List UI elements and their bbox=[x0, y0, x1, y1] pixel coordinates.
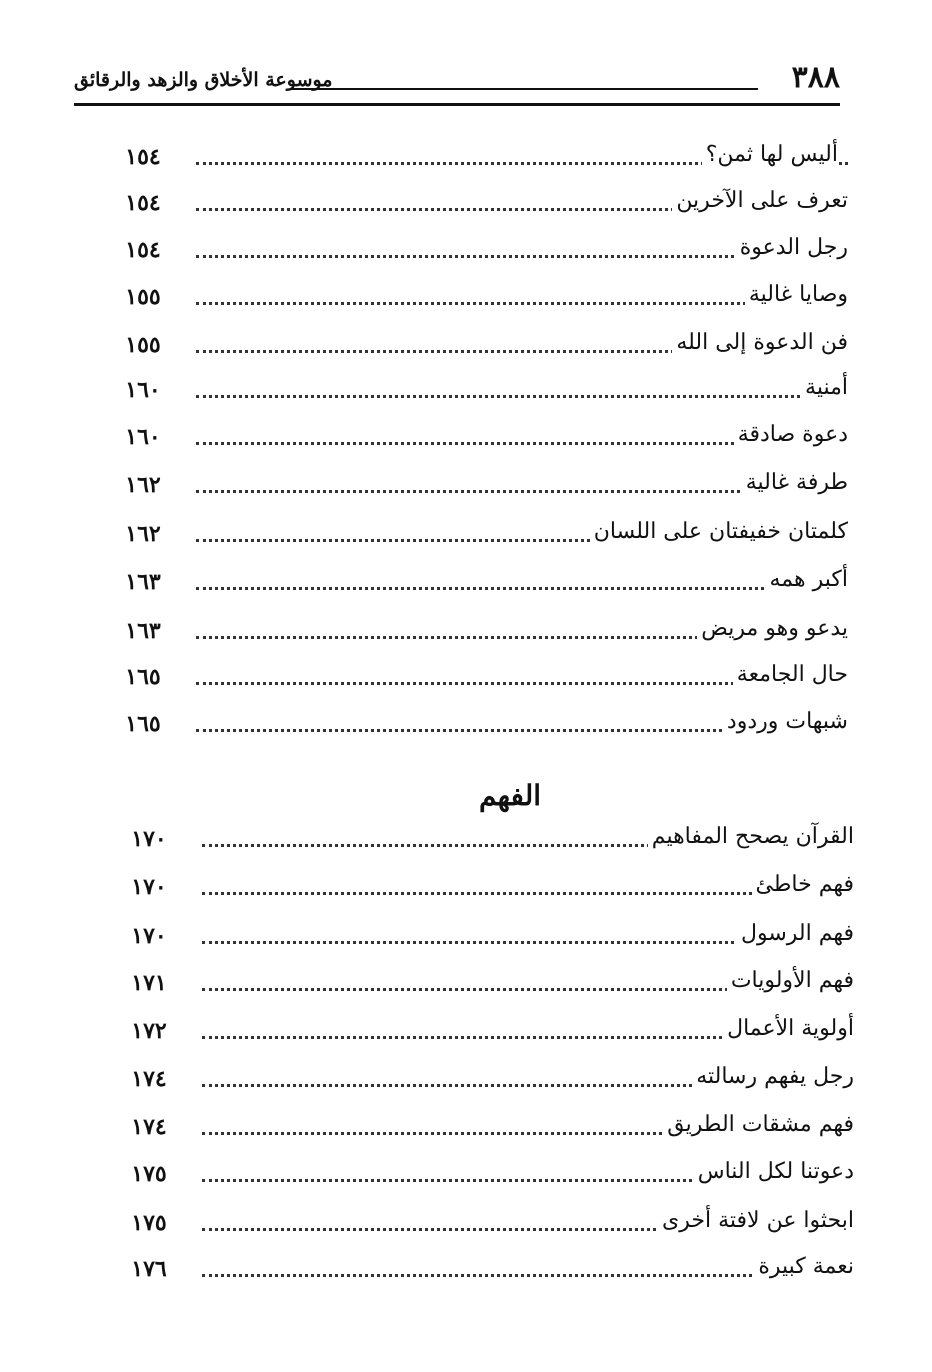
leader-dots bbox=[196, 587, 848, 590]
toc-entry-page: ١٧٠ bbox=[131, 826, 167, 852]
toc-entry-page: ١٧١ bbox=[131, 970, 167, 996]
toc-entry-page: ١٦٥ bbox=[125, 711, 161, 737]
toc-entry-title: رجل يفهم رسالته bbox=[692, 1058, 854, 1096]
toc-row[interactable] bbox=[118, 464, 848, 504]
toc-entry-page: ١٦٣ bbox=[125, 618, 161, 644]
toc-entry-page: ١٦٠ bbox=[125, 424, 161, 450]
toc-entry-title: رجل الدعوة bbox=[736, 229, 848, 267]
toc-row[interactable] bbox=[118, 182, 848, 222]
toc-entry-page: ١٦٥ bbox=[125, 664, 161, 690]
header-page-number: ٣٨٨ bbox=[791, 60, 840, 95]
toc-row[interactable] bbox=[124, 866, 854, 906]
toc-row[interactable] bbox=[118, 369, 848, 409]
toc-entry-page: ١٥٤ bbox=[125, 144, 161, 170]
toc-entry-title: أليس لها ثمن؟ bbox=[702, 136, 838, 174]
toc-row[interactable] bbox=[124, 818, 854, 858]
toc-row[interactable] bbox=[118, 229, 848, 269]
toc-entry-title: فهم الأولويات bbox=[727, 962, 854, 1000]
toc-row[interactable] bbox=[124, 962, 854, 1002]
toc-entry-title: شبهات وردود bbox=[723, 703, 848, 741]
toc-entry-page: ١٦٢ bbox=[125, 472, 161, 498]
toc-entry-title: فهم خاطئ bbox=[752, 866, 854, 904]
toc-row[interactable] bbox=[118, 416, 848, 456]
toc-entry-page: ١٥٥ bbox=[125, 284, 161, 310]
toc-row[interactable] bbox=[124, 1010, 854, 1050]
toc-entry-title: فهم الرسول bbox=[737, 915, 854, 953]
toc-entry-title: أمنية bbox=[801, 369, 848, 407]
toc-row[interactable] bbox=[118, 276, 848, 316]
toc-entry-page: ١٧٠ bbox=[131, 874, 167, 900]
toc-row[interactable] bbox=[118, 561, 848, 601]
toc-entry-title: فهم مشقات الطريق bbox=[663, 1106, 854, 1144]
toc-row[interactable] bbox=[118, 136, 848, 176]
toc-row[interactable] bbox=[124, 915, 854, 955]
toc-entry-title: فن الدعوة إلى الله bbox=[672, 324, 848, 362]
toc-entry-title: أكبر همه bbox=[766, 561, 848, 599]
toc-entry-title: دعوة صادقة bbox=[734, 416, 848, 454]
toc-row[interactable] bbox=[118, 324, 848, 364]
toc-entry-title: دعوتنا لكل الناس bbox=[694, 1153, 854, 1191]
toc-row[interactable] bbox=[118, 610, 848, 650]
toc-row[interactable] bbox=[118, 656, 848, 696]
leader-dots bbox=[196, 395, 848, 398]
toc-entry-page: ١٥٤ bbox=[125, 190, 161, 216]
toc-row[interactable] bbox=[118, 513, 848, 553]
toc-entry-page: ١٦٢ bbox=[125, 521, 161, 547]
toc-entry-title: حال الجامعة bbox=[733, 656, 848, 694]
toc-entry-title: نعمة كبيرة bbox=[754, 1248, 854, 1286]
header-book-title: موسوعة الأخلاق والزهد والرقائق bbox=[74, 69, 333, 91]
toc-entry-page: ١٧٢ bbox=[131, 1018, 167, 1044]
toc-row[interactable] bbox=[124, 1248, 854, 1288]
toc-row[interactable] bbox=[124, 1202, 854, 1242]
toc-entry-page: ١٧٦ bbox=[131, 1256, 167, 1282]
toc-entry-page: ١٧٤ bbox=[131, 1114, 167, 1140]
toc-entry-title: وصايا غالية bbox=[745, 276, 848, 314]
toc-entry-page: ١٥٤ bbox=[125, 237, 161, 263]
toc-row[interactable] bbox=[124, 1153, 854, 1193]
toc-entry-title: أولوية الأعمال bbox=[723, 1010, 854, 1048]
toc-entry-title: القرآن يصحح المفاهيم bbox=[648, 818, 854, 856]
toc-entry-page: ١٧٥ bbox=[131, 1161, 167, 1187]
toc-entry-title: تعرف على الآخرين bbox=[672, 182, 848, 220]
toc-entry-title: ابحثوا عن لافتة أخرى bbox=[658, 1202, 854, 1240]
toc-entry-page: ١٧٥ bbox=[131, 1210, 167, 1236]
toc-row[interactable] bbox=[124, 1106, 854, 1146]
toc-entry-page: ١٦٠ bbox=[125, 377, 161, 403]
toc-entry-page: ١٦٣ bbox=[125, 569, 161, 595]
section-heading: الفهم bbox=[478, 779, 541, 812]
toc-entry-page: ١٥٥ bbox=[125, 332, 161, 358]
toc-row[interactable] bbox=[124, 1058, 854, 1098]
toc-entry-title: يدعو وهو مريض bbox=[697, 610, 848, 648]
toc-entry-page: ١٧٤ bbox=[131, 1066, 167, 1092]
toc-row[interactable] bbox=[118, 703, 848, 743]
toc-entry-title: طرفة غالية bbox=[742, 464, 848, 502]
toc-entry-page: ١٧٠ bbox=[131, 923, 167, 949]
toc-entry-title: كلمتان خفيفتان على اللسان bbox=[590, 513, 848, 551]
